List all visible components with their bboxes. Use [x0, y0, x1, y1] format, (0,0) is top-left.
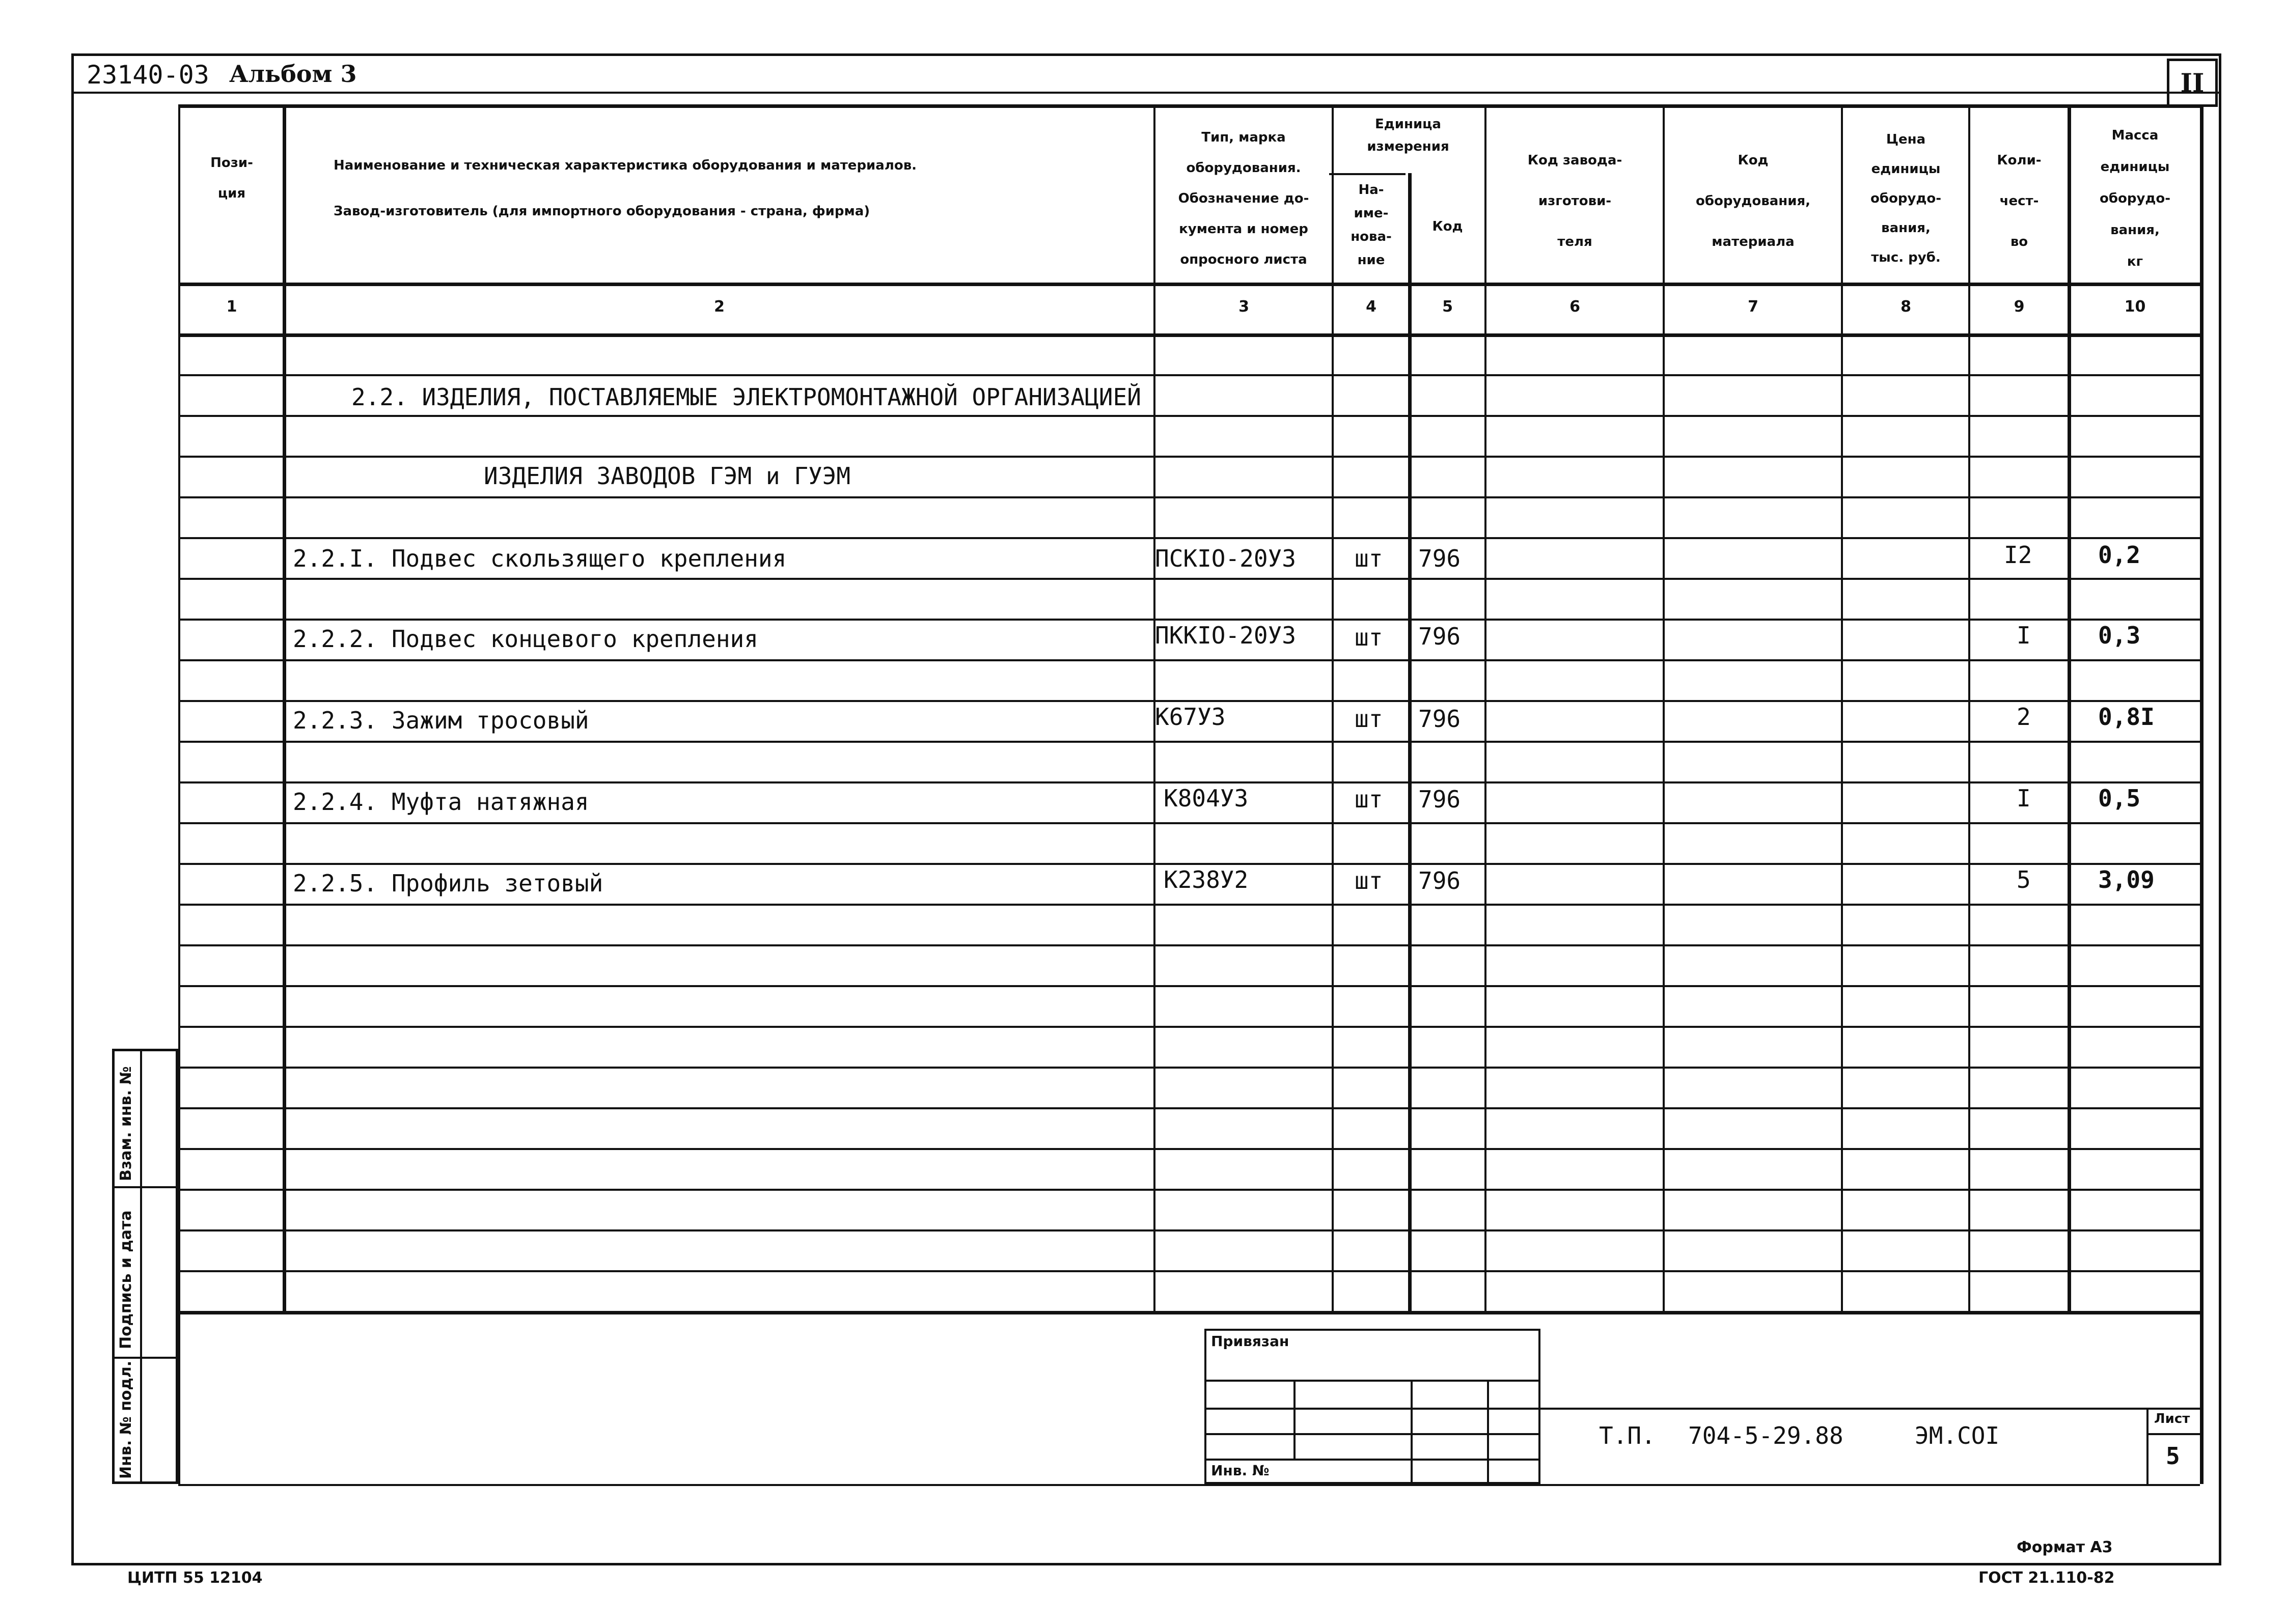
item-unit: шт	[1355, 545, 1383, 572]
linked-label: Привязан	[1211, 1333, 1289, 1350]
subsection-title: ИЗДЕЛИЯ ЗАВОДОВ ГЭМ и ГУЭМ	[484, 462, 851, 490]
doc-code: 23140-03	[87, 60, 209, 90]
col10-header: Масса единицы оборудо- вания, кг	[2099, 128, 2171, 269]
item-unit: шт	[1355, 624, 1383, 651]
item-code: 796	[1418, 867, 1461, 894]
sheet-number: 5	[2166, 1442, 2180, 1470]
item-qty: 5	[2017, 866, 2031, 893]
item-unit: шт	[1355, 867, 1383, 894]
col-number: 7	[1748, 298, 1758, 316]
item-qty: 2	[2017, 703, 2031, 731]
item-unit: шт	[1355, 705, 1383, 733]
footer-format: Формат А3	[2017, 1538, 2113, 1556]
page-mark-box	[2167, 59, 2218, 107]
col9-header: Коли- чест- во	[1997, 153, 2042, 249]
item-code: 796	[1418, 705, 1461, 733]
item-mass: 0,5	[2098, 785, 2141, 812]
col5-header: Код	[1432, 219, 1463, 234]
item-type: ПСКIО-20У3	[1155, 545, 1296, 572]
item-qty: I	[2017, 622, 2031, 649]
col-number: 4	[1366, 298, 1376, 316]
item-name: 2.2.4. Муфта натяжная	[293, 788, 589, 816]
item-name: 2.2.I. Подвес скользящего крепления	[293, 545, 787, 572]
item-type: К804У3	[1164, 785, 1249, 812]
project-number: 704-5-29.88	[1688, 1422, 1843, 1449]
col2-header: Наименование и техническая характеристика оборудования и материалов. Завод-изготовитель (для импортного оборудования - страна, фирма)	[334, 158, 917, 219]
col-number: 2	[714, 298, 725, 316]
item-name: 2.2.5. Профиль зетовый	[293, 870, 603, 897]
col3-header: Тип, марка оборудования. Обозначение до- кумента и номер опросного листа	[1178, 130, 1309, 267]
item-code: 796	[1418, 623, 1461, 650]
col-number: 1	[226, 298, 237, 316]
col-number: 6	[1569, 298, 1580, 316]
item-type: К238У2	[1164, 866, 1249, 893]
album-label: Альбом 3	[229, 60, 357, 88]
col-number: 10	[2124, 298, 2146, 316]
item-qty: I2	[2004, 541, 2032, 569]
col8-header: Цена единицы оборудо- вания, тыс. руб.	[1870, 132, 1942, 265]
item-mass: 3,09	[2098, 866, 2155, 893]
item-name: 2.2.3. Зажим тросовый	[293, 707, 589, 734]
col-number: 3	[1238, 298, 1249, 316]
section-title: 2.2. ИЗДЕЛИЯ, ПОСТАВЛЯЕМЫЕ ЭЛЕКТРОМОНТАЖНОЙ ОРГАНИЗАЦИЕЙ	[351, 383, 1141, 411]
item-name: 2.2.2. Подвес концевого крепления	[293, 625, 758, 653]
col-number: 9	[2014, 298, 2025, 316]
tp-label: Т.П.	[1599, 1422, 1656, 1449]
sheet-label: Лист	[2154, 1411, 2190, 1426]
item-mass: 0,8I	[2098, 703, 2155, 731]
inventory-label: Инв. №	[1211, 1462, 1270, 1479]
col6-header: Код завода- изготови- теля	[1527, 153, 1622, 249]
footer-gost: ГОСТ 21.110-82	[1978, 1569, 2115, 1587]
item-type: ПККIО-20У3	[1155, 622, 1296, 649]
item-qty: I	[2017, 785, 2031, 812]
drawing-code: ЭМ.СОI	[1915, 1422, 2000, 1449]
side-label-replace: Взам. инв. №	[117, 1066, 135, 1181]
item-type: К67У3	[1155, 703, 1226, 731]
col-number: 5	[1442, 298, 1453, 316]
item-unit: шт	[1355, 786, 1383, 813]
unit-group-header: Единица измерения	[1367, 117, 1449, 154]
col-number: 8	[1901, 298, 1911, 316]
side-label-signature: Подпись и дата	[117, 1210, 135, 1349]
page-mark: II	[2180, 68, 2205, 98]
item-mass: 0,3	[2098, 622, 2141, 649]
item-mass: 0,2	[2098, 541, 2141, 569]
side-label-inventory: Инв. № подл.	[117, 1360, 135, 1479]
item-code: 796	[1418, 786, 1461, 813]
col1-header: Пози- ция	[210, 155, 253, 201]
item-code: 796	[1418, 545, 1461, 572]
col7-header: Код оборудования, материала	[1695, 153, 1811, 249]
footer-left: ЦИТП 55 12104	[127, 1569, 263, 1587]
col4-header: На- име- нова- ние	[1351, 182, 1392, 268]
